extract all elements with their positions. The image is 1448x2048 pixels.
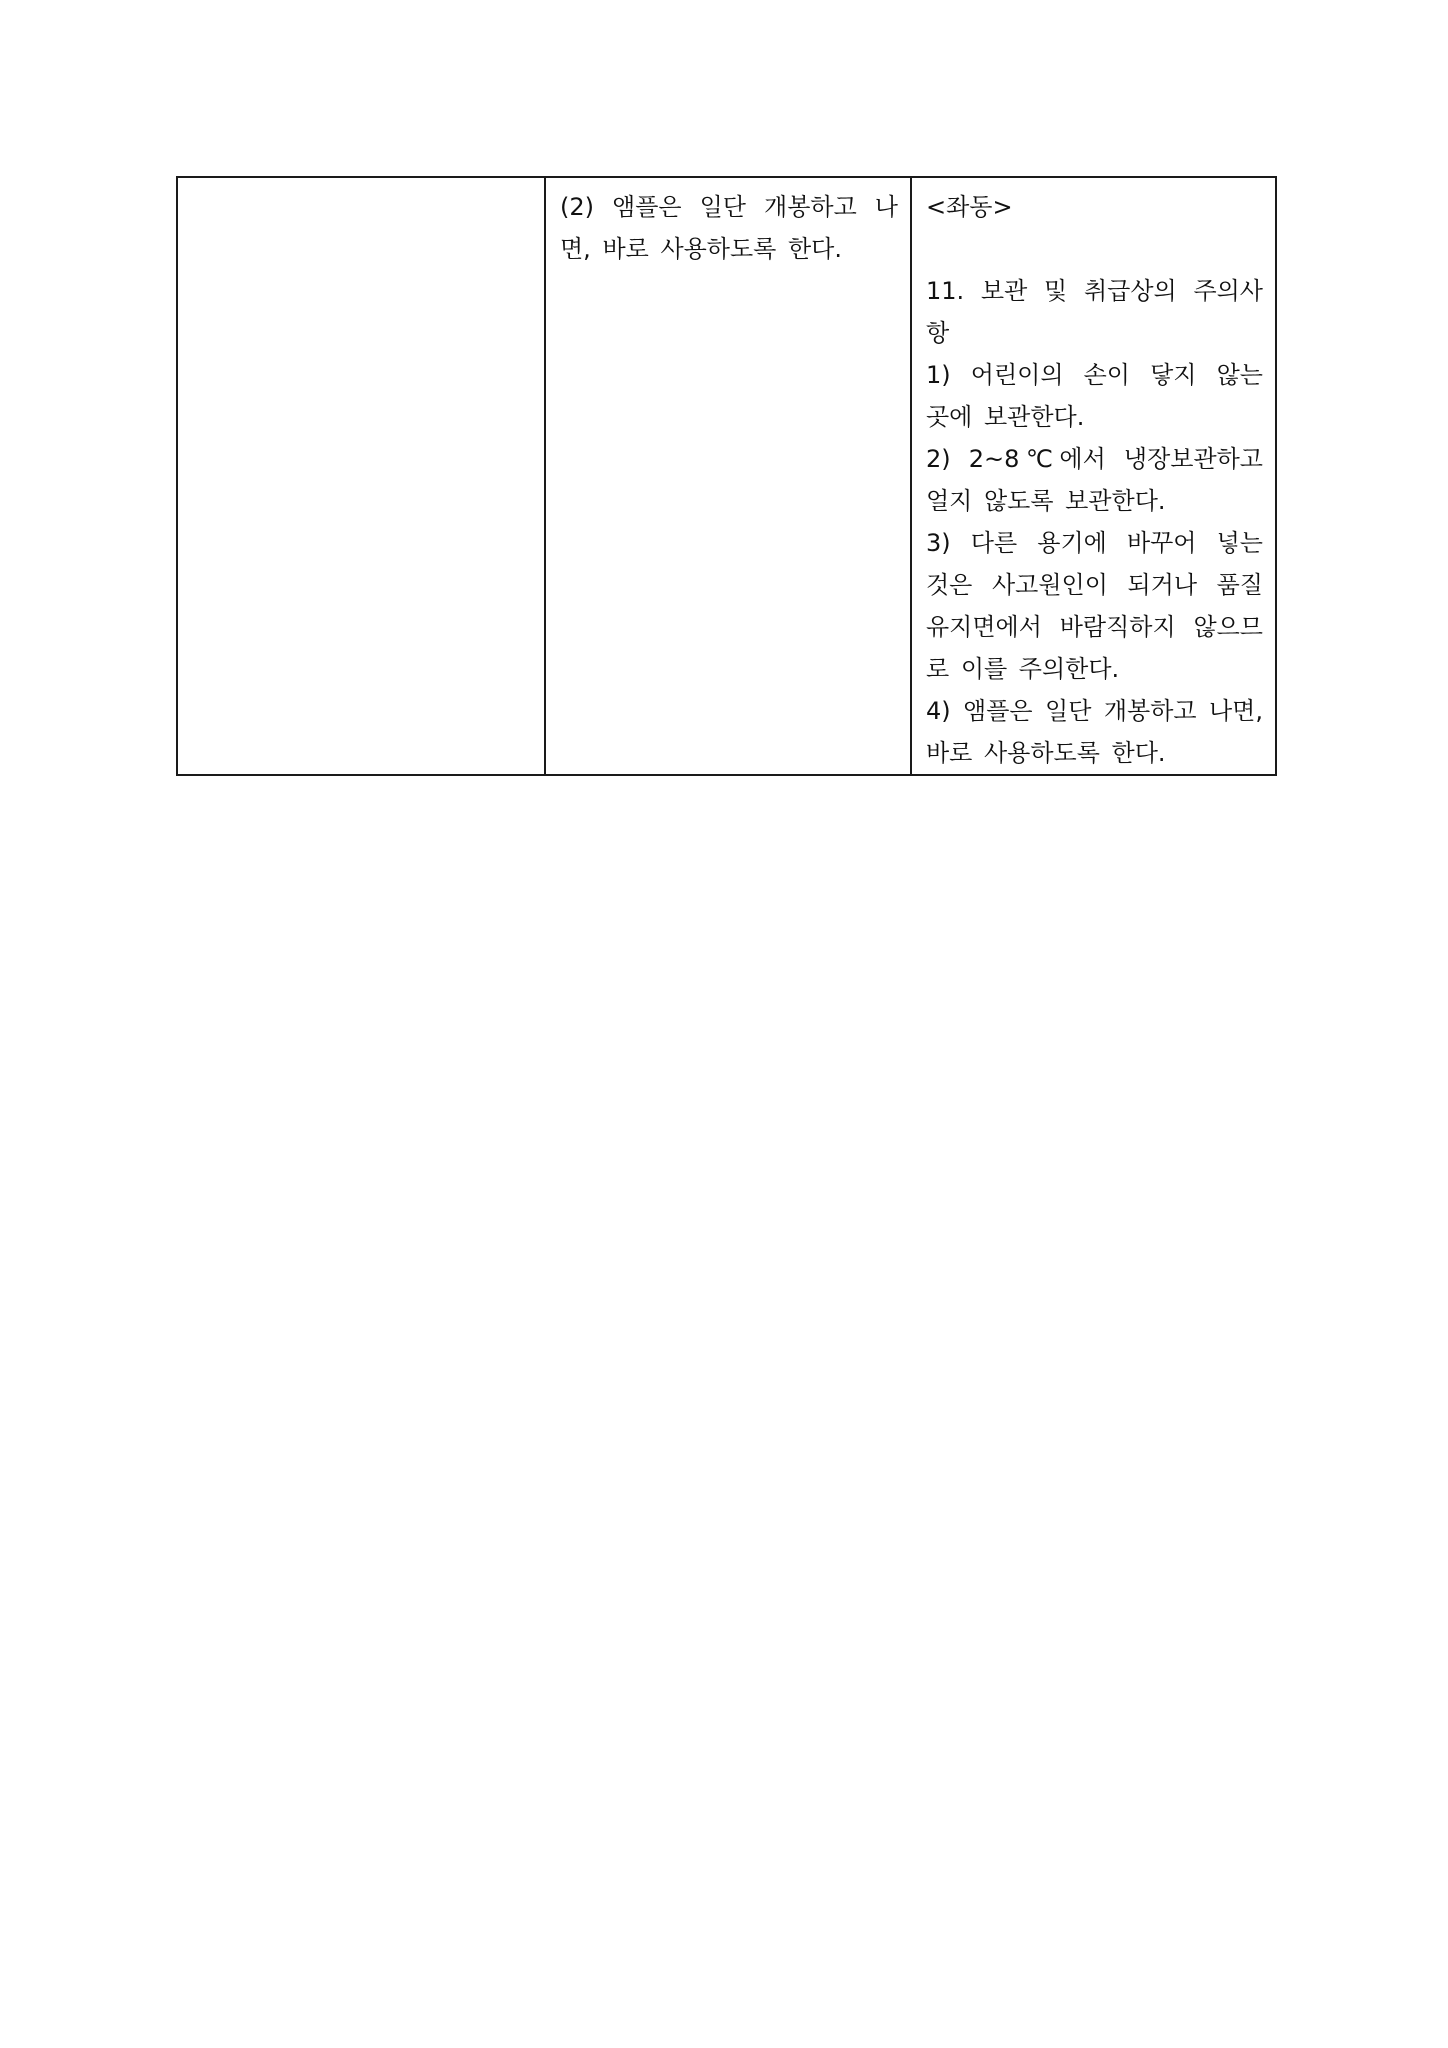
table-cell-column-2 [545, 177, 911, 775]
list-item: 2) 2~8℃에서 냉장보관하고 얼지 않도록 보관한다. [926, 445, 1263, 515]
list-item: 3) 다른 용기에 바꾸어 넣는 것은 사고원인이 되거나 품질 유지면에서 바람직하지 않으므로 이를 주의한다. [926, 529, 1263, 683]
column-2-paragraph: (2) 앰플은 일단 개봉하고 나면, 바로 사용하도록 한다. [560, 193, 898, 263]
table-row [177, 177, 1276, 775]
same-as-left-marker: <좌동> [926, 193, 1013, 221]
table-cell-column-1 [177, 177, 545, 775]
blank-line [926, 228, 1263, 270]
comparison-table [176, 176, 1277, 776]
table-cell-column-3 [911, 177, 1276, 775]
section-heading: 11. 보관 및 취급상의 주의사항 [926, 277, 1263, 347]
list-item: 4) 앰플은 일단 개봉하고 나면, 바로 사용하도록 한다. [926, 697, 1263, 767]
list-item: 1) 어린이의 손이 닿지 않는 곳에 보관한다. [926, 361, 1263, 431]
